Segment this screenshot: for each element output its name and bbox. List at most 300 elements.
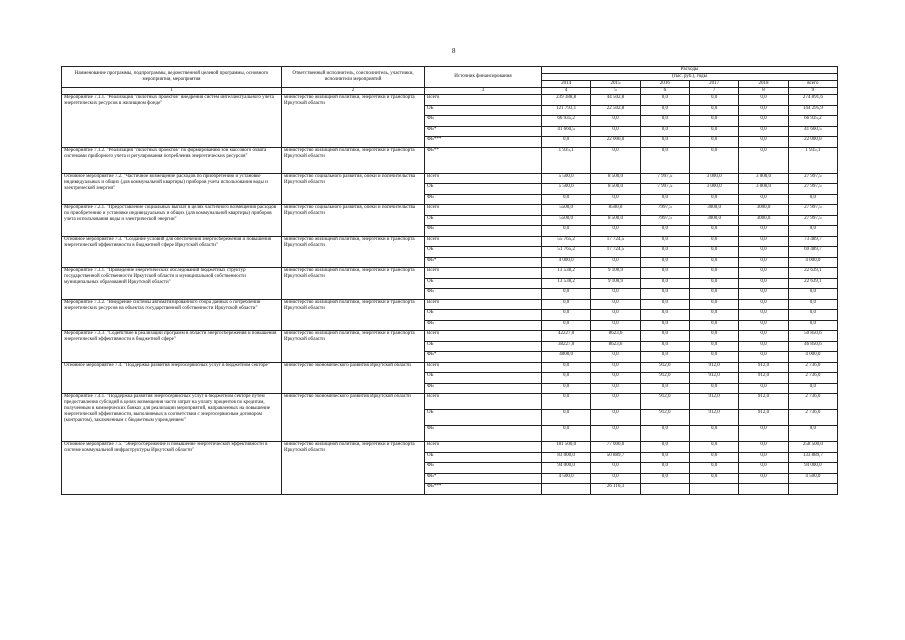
- column-index: 5: [591, 88, 640, 95]
- expense-value: 0,0: [542, 410, 591, 426]
- expense-value: 22 639,1: [788, 268, 837, 279]
- measure-name: Мероприятие 7.4.1. "Поддержка развития энергосервисных услуг в бюджетном секторе путем предоставления субсидий в целях возмещения части затрат на уплату процентов по кредитам, полученным в коммерческих банках для реализации мероприятий, направленных на повышение энергетической эффективности, выполняемых в соответствии с энергосервисным договором (контрактом), заключенным с бюджетным учреждением": [62, 394, 282, 442]
- expense-value: 0,0: [739, 320, 788, 331]
- expense-value: 0,0: [542, 383, 591, 394]
- expense-value: 181 500,0: [542, 442, 591, 453]
- expense-value: 0,0: [788, 194, 837, 205]
- expense-value: 0,0: [689, 268, 738, 279]
- expense-value: 912,0: [640, 394, 689, 410]
- expense-value: 7 997,5: [640, 173, 689, 184]
- expense-value: 912,0: [689, 394, 738, 410]
- expense-value: 0,0: [640, 352, 689, 363]
- expense-value: 0,0: [591, 299, 640, 310]
- expense-value: 8500,0: [591, 205, 640, 216]
- expense-value: 0,0: [591, 473, 640, 484]
- funding-source: Всего: [425, 236, 542, 247]
- expense-value: 0,0: [640, 116, 689, 127]
- expense-value: 0,0: [689, 341, 738, 352]
- expense-value: 0,0: [739, 257, 788, 268]
- expense-value: [689, 484, 738, 495]
- expense-value: 77 000,0: [591, 442, 640, 453]
- table-row: [62, 442, 838, 453]
- expense-value: 0,0: [591, 194, 640, 205]
- measure-name: Мероприятие 7.1.2. "Реализация "пилотных проектов" по формированию зон массового охвата системами приборного учета и регулирования потребления энергетических ресурсов": [62, 147, 282, 173]
- expense-value: 912,0: [689, 410, 738, 426]
- expense-value: 912,0: [640, 373, 689, 384]
- expense-value: 0,0: [689, 247, 738, 258]
- expense-value: 121 793,1: [542, 105, 591, 116]
- expense-value: 0,0: [739, 95, 788, 106]
- expense-value: 0,0: [591, 383, 640, 394]
- funding-source: ФБ*: [425, 126, 542, 137]
- header-year: 2015: [591, 81, 640, 88]
- expense-value: 46 850,6: [788, 341, 837, 352]
- expense-value: 0,0: [739, 463, 788, 474]
- expense-value: 0,0: [542, 137, 591, 148]
- funding-source: Всего: [425, 299, 542, 310]
- expense-value: 0,0: [788, 383, 837, 394]
- expense-value: 0,0: [640, 383, 689, 394]
- expense-value: 0,0: [739, 426, 788, 442]
- column-index: 1: [62, 88, 282, 95]
- funding-source: Всего: [425, 331, 542, 342]
- expense-value: 0,0: [640, 331, 689, 342]
- expense-value: 8623,6: [591, 341, 640, 352]
- expense-value: 4 000,0: [788, 257, 837, 268]
- expense-value: 0,0: [591, 426, 640, 442]
- expenses-table: [61, 66, 838, 495]
- header-year: 2016: [640, 81, 689, 88]
- column-index: 6: [640, 88, 689, 95]
- column-index: 4: [542, 88, 591, 95]
- expense-value: 0,0: [788, 320, 837, 331]
- funding-source: ФБ***: [425, 484, 542, 495]
- expense-value: 9 100,9: [591, 268, 640, 279]
- expense-value: 0,0: [739, 299, 788, 310]
- expense-value: 2 736,0: [788, 373, 837, 384]
- expense-value: 0,0: [788, 289, 837, 300]
- expense-value: 0,0: [739, 352, 788, 363]
- expense-value: 3000,0: [689, 205, 738, 216]
- expense-value: 0,0: [542, 226, 591, 237]
- expense-value: [542, 484, 591, 495]
- measure-name: Мероприятие 7.3.1. "Проведение энергетических обследований бюджетных структур государственной собственности Иркутской области и муниципальной собственности муниципальных образований Иркутской области": [62, 268, 282, 300]
- header-year: всего: [788, 81, 837, 88]
- column-index: 2: [282, 88, 425, 95]
- table-row: [62, 147, 838, 173]
- funding-source: ФБ: [425, 289, 542, 300]
- header-year: 2018: [739, 81, 788, 88]
- table-row: [62, 331, 838, 342]
- funding-source: Всего: [425, 268, 542, 279]
- expense-value: 8 500,0: [591, 184, 640, 195]
- expense-value: 0,0: [739, 341, 788, 352]
- header-expenses: Расходы: [542, 67, 838, 74]
- expense-value: 0,0: [739, 105, 788, 116]
- expense-value: 0,0: [689, 278, 738, 289]
- measure-name: Основное мероприятие 7.4. "Поддержка развития энергосервисных услуг в бюджетном секторе": [62, 362, 282, 394]
- measure-executor: министерство жилищной политики, энергетики и транспорта Иркутской области: [282, 442, 425, 495]
- expense-value: 0,0: [689, 257, 738, 268]
- expense-value: 0,0: [591, 320, 640, 331]
- expense-value: 8 500,0: [591, 173, 640, 184]
- expense-value: 0,0: [689, 452, 738, 463]
- measure-executor: министерство жилищной политики, энергетики и транспорта Иркутской области: [282, 268, 425, 300]
- expense-value: 0,0: [640, 289, 689, 300]
- funding-source: ФБ*: [425, 352, 542, 363]
- expense-value: 22 000,0: [788, 137, 837, 148]
- expense-value: 0,0: [689, 463, 738, 474]
- expense-value: 8 500,0: [591, 215, 640, 226]
- measure-executor: министерство социального развития, опеки и попечительства Иркутской области: [282, 205, 425, 237]
- expense-value: 5500,0: [542, 215, 591, 226]
- expense-value: 0,0: [640, 147, 689, 173]
- expense-value: 0,0: [591, 257, 640, 268]
- expense-value: 0,0: [739, 137, 788, 148]
- expense-value: 0,0: [689, 226, 738, 237]
- expense-value: 69 489,7: [788, 247, 837, 258]
- expense-value: 0,0: [689, 105, 738, 116]
- expense-value: 0,0: [689, 426, 738, 442]
- header-source: Источник финансирования: [425, 67, 542, 88]
- expense-value: 0,0: [591, 394, 640, 410]
- expense-value: 94 000,0: [788, 463, 837, 474]
- header-executor: Ответственный исполнитель, соисполнитель, участники, исполнители мероприятий: [282, 67, 425, 88]
- funding-source: Всего: [425, 394, 542, 410]
- expense-value: 38227,0: [542, 341, 591, 352]
- expense-value: 0,0: [739, 452, 788, 463]
- measure-executor: министерство жилищной политики, энергетики и транспорта Иркутской области: [282, 331, 425, 363]
- funding-source: Всего: [425, 442, 542, 453]
- expense-value: 912,0: [689, 362, 738, 373]
- expense-value: 0,0: [788, 310, 837, 321]
- expense-value: 0,0: [640, 426, 689, 442]
- expense-value: 0,0: [739, 289, 788, 300]
- expense-value: 5 500,0: [542, 184, 591, 195]
- expense-value: 912,0: [739, 394, 788, 410]
- expense-value: 4000,0: [542, 352, 591, 363]
- expense-value: 51 765,2: [542, 247, 591, 258]
- expense-value: [640, 484, 689, 495]
- expense-value: 50 850,6: [788, 331, 837, 342]
- expense-value: 7 997,5: [640, 184, 689, 195]
- expense-value: 0,0: [591, 362, 640, 373]
- measure-name: Основное мероприятие 7.3. "Создание условий для обеспечения энергосбережения и повышения энергетической эффективности в бюджетной сфере Иркутской области": [62, 236, 282, 268]
- expense-value: 0,0: [640, 105, 689, 116]
- expense-value: 0,0: [591, 410, 640, 426]
- expense-value: 0,0: [591, 147, 640, 173]
- expense-value: 258 500,0: [788, 442, 837, 453]
- expense-value: 0,0: [640, 473, 689, 484]
- expense-value: 3 000,0: [689, 173, 738, 184]
- expense-value: 0,0: [689, 95, 738, 106]
- expense-value: 0,0: [591, 373, 640, 384]
- expense-value: 0,0: [689, 352, 738, 363]
- expense-value: 0,0: [640, 268, 689, 279]
- expense-value: 8623,6: [591, 331, 640, 342]
- expense-value: 50 889,7: [591, 452, 640, 463]
- expense-value: 0,0: [689, 320, 738, 331]
- expense-value: 0,0: [689, 194, 738, 205]
- expense-value: 0,0: [591, 463, 640, 474]
- funding-source: ОБ: [425, 247, 542, 258]
- expense-value: 0,0: [542, 373, 591, 384]
- expense-value: 27 997,5: [788, 215, 837, 226]
- expense-value: 3000,0: [739, 205, 788, 216]
- expense-value: 0,0: [739, 226, 788, 237]
- funding-source: ФБ: [425, 426, 542, 442]
- expense-value: 0,0: [739, 383, 788, 394]
- measure-executor: министерство жилищной политики, энергетики и транспорта Иркутской области: [282, 236, 425, 268]
- funding-source: ОБ: [425, 215, 542, 226]
- expense-value: 0,0: [640, 236, 689, 247]
- page-number: 8: [452, 47, 456, 55]
- column-index: 7: [689, 88, 738, 95]
- measure-executor: министерство жилищной политики, энергетики и транспорта Иркутской области: [282, 299, 425, 331]
- header-program: Наименование программы, подпрограммы, ведомственной целевой программы, основного мероприятия, мероприятия: [62, 67, 282, 88]
- funding-source: Всего: [425, 205, 542, 216]
- funding-source: ОБ: [425, 184, 542, 195]
- expense-value: 0,0: [640, 278, 689, 289]
- expense-value: 0,0: [640, 452, 689, 463]
- column-index: 8: [739, 88, 788, 95]
- expense-value: 0,0: [640, 126, 689, 137]
- header-year: 2014: [542, 81, 591, 88]
- header-year: 2017: [689, 81, 738, 88]
- expense-value: 0,0: [640, 299, 689, 310]
- expense-value: 13 538,2: [542, 268, 591, 279]
- expense-value: 41 660,5: [542, 126, 591, 137]
- expense-value: 3000,0: [689, 215, 738, 226]
- expense-value: 0,0: [739, 310, 788, 321]
- expense-value: 3000,0: [739, 215, 788, 226]
- expense-value: 27 997,5: [788, 184, 837, 195]
- expense-value: 0,0: [542, 394, 591, 410]
- expense-value: 0,0: [739, 236, 788, 247]
- expense-value: 912,0: [739, 362, 788, 373]
- expense-value: 7997,5: [640, 215, 689, 226]
- table-row: [62, 236, 838, 247]
- expense-value: 0,0: [640, 226, 689, 237]
- funding-source: ФБ: [425, 116, 542, 127]
- funding-source: ФБ*: [425, 257, 542, 268]
- expense-value: 912,0: [689, 373, 738, 384]
- expense-value: 0,0: [689, 442, 738, 453]
- expense-value: 0,0: [689, 147, 738, 173]
- expense-value: 7997,5: [640, 205, 689, 216]
- expense-value: 4 000,0: [542, 257, 591, 268]
- expense-value: 0,0: [591, 226, 640, 237]
- funding-source: ФБ**: [425, 147, 542, 173]
- funding-source: Всего: [425, 362, 542, 373]
- expense-value: 239 388,8: [542, 95, 591, 106]
- expense-value: 0,0: [739, 147, 788, 173]
- expense-value: 0,0: [640, 137, 689, 148]
- expense-value: 0,0: [739, 473, 788, 484]
- expense-value: 22 502,8: [591, 105, 640, 116]
- expense-value: 0,0: [689, 473, 738, 484]
- expense-value: 0,0: [542, 194, 591, 205]
- expense-value: 912,0: [739, 373, 788, 384]
- table-row: [62, 173, 838, 184]
- expense-value: 0,0: [542, 299, 591, 310]
- expense-value: 2 736,0: [788, 410, 837, 426]
- expense-value: 0,0: [640, 247, 689, 258]
- expense-value: 0,0: [591, 310, 640, 321]
- funding-source: ФБ*: [425, 473, 542, 484]
- funding-source: ФБ: [425, 383, 542, 394]
- expense-value: 27 997,5: [788, 205, 837, 216]
- table-row: [62, 205, 838, 216]
- expense-value: 17 724,5: [591, 236, 640, 247]
- expense-value: 27 997,5: [788, 173, 837, 184]
- expense-value: 0,0: [788, 426, 837, 442]
- expense-value: 22 639,1: [788, 278, 837, 289]
- column-index: 3: [425, 88, 542, 95]
- measure-executor: министерство жилищной политики, энергетики и транспорта Иркутской области: [282, 147, 425, 173]
- header-units: (тыс. руб.), годы: [542, 74, 838, 81]
- expense-value: 0,0: [640, 310, 689, 321]
- expense-value: 94 000,0: [542, 463, 591, 474]
- expense-value: 0,0: [739, 442, 788, 453]
- expense-value: 0,0: [689, 331, 738, 342]
- expense-value: 44 502,8: [591, 95, 640, 106]
- expense-value: 0,0: [739, 247, 788, 258]
- expense-value: 912,0: [739, 410, 788, 426]
- expense-value: 0,0: [689, 299, 738, 310]
- expense-value: 3 000,0: [739, 184, 788, 195]
- table-row: [62, 95, 838, 106]
- measure-name: Мероприятие 7.2.1. "Предоставление социальных выплат в целях частичного возмещения расходов по приобретению и установке индивидуальных и общих (для коммунальной квартиры) приборов учета использования воды и электрической энергии": [62, 205, 282, 237]
- funding-source: ОБ: [425, 310, 542, 321]
- measure-name: Основное мероприятие 7.5. "Энергосбережение и повышение энергетической эффективности в системе коммунальной инфраструктуры Иркутской области": [62, 442, 282, 495]
- expense-value: 4 500,0: [788, 473, 837, 484]
- expense-value: 9 100,9: [591, 278, 640, 289]
- expense-value: 0,0: [640, 442, 689, 453]
- funding-source: ОБ: [425, 105, 542, 116]
- funding-source: ФБ***: [425, 137, 542, 148]
- expense-value: 26 110,3: [591, 484, 640, 495]
- expense-value: 5 500,0: [542, 173, 591, 184]
- column-index: 9: [788, 88, 837, 95]
- expense-value: 0,0: [640, 194, 689, 205]
- expense-value: 4 000,0: [788, 352, 837, 363]
- expense-value: 0,0: [739, 278, 788, 289]
- expense-value: 73 489,7: [788, 236, 837, 247]
- funding-source: ОБ: [425, 341, 542, 352]
- funding-source: ФБ: [425, 463, 542, 474]
- expense-value: 0,0: [739, 116, 788, 127]
- funding-source: ОБ: [425, 410, 542, 426]
- expense-value: 1 935,1: [542, 147, 591, 173]
- expense-value: 2 736,0: [788, 394, 837, 410]
- expense-value: 133 889,7: [788, 452, 837, 463]
- expense-value: 66 935,2: [542, 116, 591, 127]
- expense-value: 17 724,5: [591, 247, 640, 258]
- measure-executor: министерство жилищной политики, энергетики и транспорта Иркутской области: [282, 95, 425, 148]
- funding-source: ФБ: [425, 226, 542, 237]
- funding-source: ОБ: [425, 452, 542, 463]
- expense-value: 912,0: [640, 362, 689, 373]
- expense-value: 0,0: [640, 341, 689, 352]
- measure-name: Мероприятие 7.3.2. "Внедрение системы автоматизированного сбора данных о потреблении энергетических ресурсов на объектах государственной собственности Иркутской области": [62, 299, 282, 331]
- expense-value: 3 000,0: [739, 173, 788, 184]
- expense-value: [739, 484, 788, 495]
- expense-value: 0,0: [689, 289, 738, 300]
- expense-value: 4 500,0: [542, 473, 591, 484]
- table-row: [62, 362, 838, 373]
- expense-value: 0,0: [542, 362, 591, 373]
- measure-name: Основное мероприятие 7.2. "Частичное возмещение расходов по приобретению и установке индивидуальных и общих (для коммунальной квартиры) приборов учета использования воды и электрической энергии": [62, 173, 282, 205]
- expense-value: 0,0: [640, 320, 689, 331]
- expense-value: 0,0: [739, 331, 788, 342]
- expense-value: 66 935,2: [788, 116, 837, 127]
- measure-executor: министерство экономического развития Иркутской области: [282, 394, 425, 442]
- expense-value: 0,0: [640, 257, 689, 268]
- expense-value: 0,0: [591, 116, 640, 127]
- expense-value: 0,0: [739, 126, 788, 137]
- expense-value: 2 736,0: [788, 362, 837, 373]
- expense-value: 0,0: [542, 310, 591, 321]
- expense-value: 0,0: [739, 268, 788, 279]
- funding-source: ОБ: [425, 373, 542, 384]
- expense-value: 0,0: [689, 126, 738, 137]
- expense-value: 0,0: [542, 289, 591, 300]
- expense-value: 144 295,9: [788, 105, 837, 116]
- expense-value: 0,0: [591, 352, 640, 363]
- expense-value: 22 000,0: [591, 137, 640, 148]
- expense-value: 912,0: [640, 410, 689, 426]
- expense-value: 0,0: [788, 226, 837, 237]
- expense-value: 0,0: [689, 236, 738, 247]
- measure-executor: министерство социального развития, опеки и попечительства Иркутской области: [282, 173, 425, 205]
- table-row: [62, 299, 838, 310]
- expense-value: 0,0: [640, 95, 689, 106]
- expense-value: 13 538,2: [542, 278, 591, 289]
- expense-value: 42227,0: [542, 331, 591, 342]
- funding-source: ОБ: [425, 278, 542, 289]
- table-row: [62, 394, 838, 410]
- expense-value: 0,0: [689, 383, 738, 394]
- funding-source: ФБ: [425, 194, 542, 205]
- expense-value: 0,0: [591, 289, 640, 300]
- expense-value: 0,0: [591, 126, 640, 137]
- expense-value: 0,0: [689, 137, 738, 148]
- expense-value: 0,0: [739, 194, 788, 205]
- expense-value: 0,0: [640, 463, 689, 474]
- funding-source: ФБ: [425, 320, 542, 331]
- measure-name: Мероприятие 7.3.3. "Содействие в реализации программ в области энергосбережения и повышения энергетической эффективности в бюджетной сфере": [62, 331, 282, 363]
- funding-source: Всего: [425, 173, 542, 184]
- measure-name: Мероприятие 7.1.1. "Реализация "пилотных проектов" внедрения систем интеллектуального учета энергетических ресурсов в жилищном фонде": [62, 95, 282, 148]
- expense-value: 1 935,1: [788, 147, 837, 173]
- expense-value: 0,0: [542, 426, 591, 442]
- expense-value: 83 000,0: [542, 452, 591, 463]
- expense-value: 274 891,6: [788, 95, 837, 106]
- expense-value: 0,0: [689, 116, 738, 127]
- expense-value: 3 000,0: [689, 184, 738, 195]
- expense-value: 0,0: [788, 299, 837, 310]
- funding-source: Всего: [425, 95, 542, 106]
- measure-executor: министерство экономического развития Иркутской области: [282, 362, 425, 394]
- expense-value: 41 660,5: [788, 126, 837, 137]
- expense-value: 0,0: [542, 320, 591, 331]
- expense-value: 5500,0: [542, 205, 591, 216]
- expense-value: 55 765,2: [542, 236, 591, 247]
- table-row: [62, 268, 838, 279]
- expense-value: [788, 484, 837, 495]
- expense-value: 0,0: [689, 310, 738, 321]
